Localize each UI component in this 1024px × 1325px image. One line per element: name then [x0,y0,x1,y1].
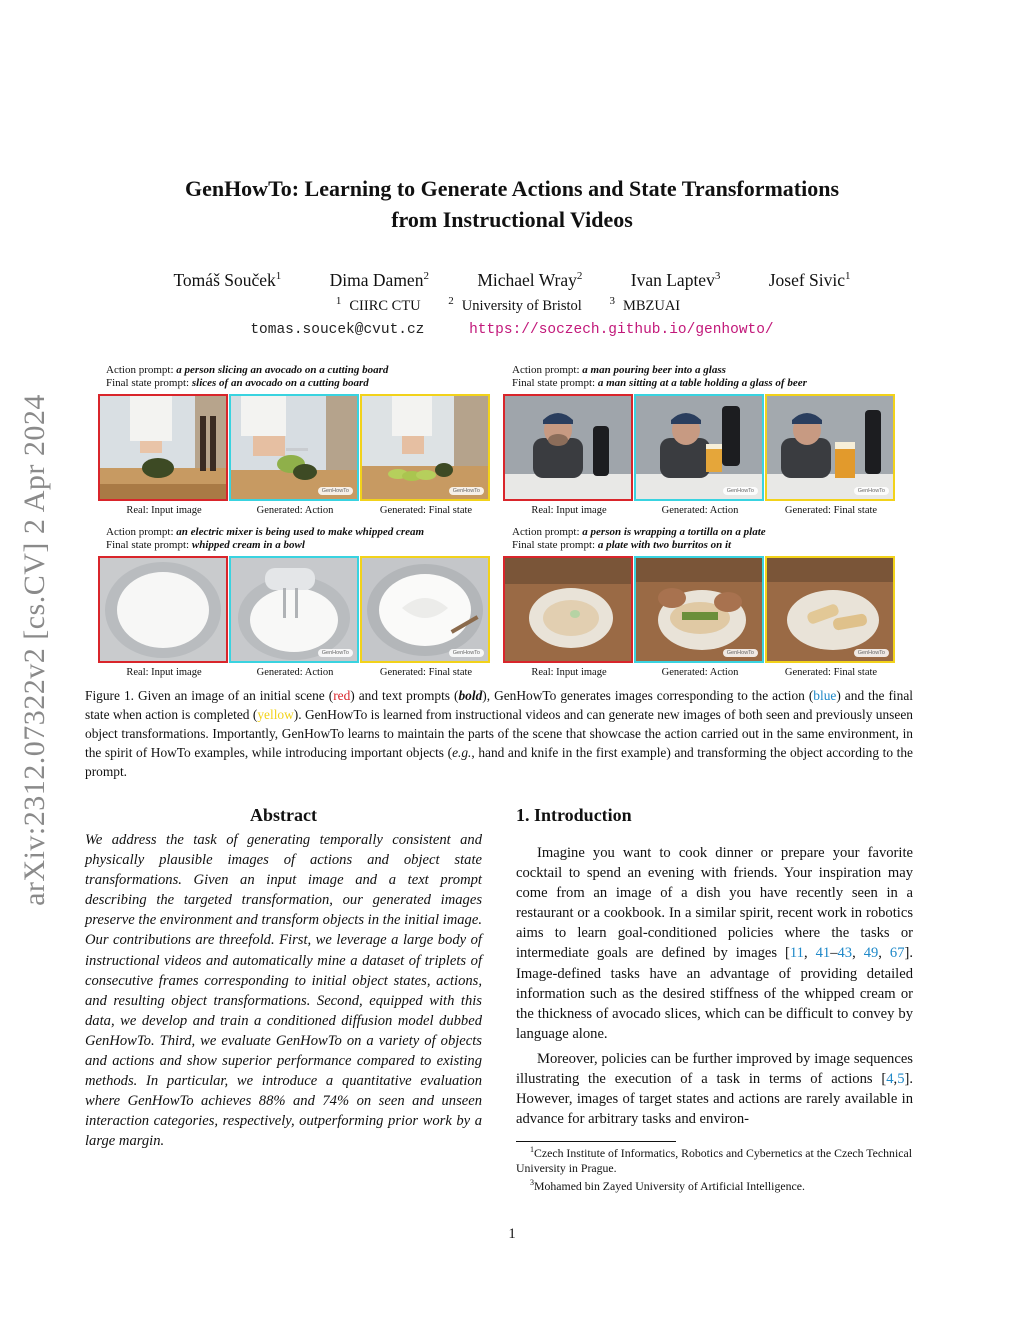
citation-link[interactable]: 67 [889,945,905,962]
citation-link[interactable]: 4 [886,1071,894,1088]
avocado-final-image [360,394,490,501]
footnote-rule [516,1141,676,1142]
panel-caption: Generated: Final state [784,667,878,678]
panel-caption: Generated: Final state [379,667,473,678]
citation-link[interactable]: 5 [897,1071,905,1088]
affiliations [0,295,1024,315]
mixer-input-image [98,556,228,663]
author: Michael Wray$^2$ [477,270,583,290]
panel-caption: Real: Input image [126,505,202,516]
author: Josef Sivic$^1$ [768,270,851,290]
citation-link[interactable]: 49 [863,945,879,962]
intro-paragraph: Moreover, policies can be further improved by image sequences illustrating the execution of a task in terms of actions [4,5]. However, images of target states and actions are rarely available in advance for arbitrary tasks and environ- [516,1050,913,1128]
footnote: $^3$Mohamed bin Zayed University of Artificial Intelligence. [530,1178,805,1193]
genhowto-badge: GenHowTo [318,649,353,657]
panel-caption: Generated: Action [256,505,334,516]
figure-caption: Figure 1. Given an image of an initial scene (red) and text prompts (bold), GenHowTo generates images corresponding to the action (blue) and the final state when action is completed (yellow). GenHowTo is learned from instructional videos and can generate new images of both seen and previously unseen object transformations. Importantly, GenHowTo learns to maintain the parts of the scene that showcase the action carried out in the same environment, in the spirit of HowTo examples, while introducing important objects (e.g., hand and knife in the first example) and transforming the object according to the prompt. [85,688,914,779]
mixer-final-image [360,556,490,663]
panel-caption: Real: Input image [531,667,607,678]
introduction-heading: 1. Introduction [516,805,632,825]
avocado-input-image [98,394,228,501]
genhowto-badge: GenHowTo [318,487,353,495]
genhowto-badge: GenHowTo [723,649,758,657]
beer-input-image [503,394,633,501]
citation-link[interactable]: 11 [789,945,804,962]
figure-prompt-3: Action prompt: an electric mixer is being used to make whipped cream Final state prompt: whipped cream in a bowl [106,526,425,551]
affiliation: $^2$ University of Bristol [448,295,582,314]
panel-caption: Real: Input image [126,667,202,678]
author: Ivan Laptev$^3$ [630,270,721,290]
figure-prompt-4: Action prompt: a person is wrapping a tortilla on a plate Final state prompt: a plate with two burritos on it [512,526,766,551]
title-line-2: from Instructional Videos [391,207,633,232]
beer-action-image [634,394,764,501]
citation-link[interactable]: 43 [837,945,853,962]
paper-title [0,173,1024,235]
figure-prompt-1: Action prompt: a person slicing an avocado on a cutting board Final state prompt: slices of an avocado on a cutting board [106,364,389,389]
genhowto-badge: GenHowTo [854,487,889,495]
beer-final-image [765,394,895,501]
abstract-heading: Abstract [250,805,317,825]
avocado-action-image [229,394,359,501]
genhowto-badge: GenHowTo [723,487,758,495]
panel-caption: Generated: Action [661,667,739,678]
panel-caption: Generated: Action [661,505,739,516]
introduction-body [516,843,913,1129]
project-url-link[interactable]: https://soczech.github.io/genhowto/ [469,322,774,338]
panel-caption: Generated: Final state [379,505,473,516]
author-list [0,270,1024,291]
figure-prompt-2: Action prompt: a man pouring beer into a glass Final state prompt: a man sitting at a table holding a glass of beer [512,364,807,389]
abstract-text: We address the task of generating temporally consistent and physically plausible images of actions and object state transformations. Given an input image and a text prompt describing the targeted transformation, our generated images preserve the environment and transform objects in the initial image. Our contributions are threefold. First, we leverage a large body of instructional videos and automatically mine a dataset of triplets of consecutive frames corresponding to initial object states, actions, and resulting object transformations. Second, equipped with this data, we develop and train a conditioned diffusion model dubbed GenHowTo. Third, we evaluate GenHowTo on a variety of objects and actions and show superior performance compared to existing methods. In particular, we introduce a quantitative evaluation where GenHowTo achieves 88% and 74% on seen and unseen interaction categories, respectively, outperforming prior work by a large margin. [85,832,482,1150]
contact-line [0,322,1024,338]
affiliation: $^1$ CIIRC CTU [335,295,421,314]
tortilla-final-image [765,556,895,663]
genhowto-badge: GenHowTo [449,649,484,657]
email-link[interactable]: tomas.soucek@cvut.cz [250,322,425,338]
panel-caption: Real: Input image [531,505,607,516]
arxiv-stamp: arXiv:2312.07322v2 [cs.CV] 2 Apr 2024 [18,394,51,906]
footnote: $^1$Czech Institute of Informatics, Robotics and Cybernetics at the Czech Technical University in Prague. [516,1145,912,1175]
tortilla-action-image [634,556,764,663]
author: Dima Damen$^2$ [329,270,429,290]
page-number: 1 [508,1226,516,1242]
title-line-1: GenHowTo: Learning to Generate Actions and State Transformations [184,176,840,201]
genhowto-badge: GenHowTo [449,487,484,495]
author: Tomáš Souček$^1$ [173,270,282,290]
citation-link[interactable]: 41 [815,945,831,962]
mixer-action-image [229,556,359,663]
tortilla-input-image [503,556,633,663]
panel-caption: Generated: Action [256,667,334,678]
panel-caption: Generated: Final state [784,505,878,516]
genhowto-badge: GenHowTo [854,649,889,657]
intro-paragraph: Imagine you want to cook dinner or prepare your favorite cocktail to spend an evening with friends. Your inspiration may come from an image of a dish you have recently seen in a restaurant or a cookbook. In a similar spirit, recent work in robotics aims to learn goal-conditioned policies where the tasks or intermediate goals are defined by images [11, 41–43, 49, 67]. Image-defined tasks have an advantage of providing detailed information such as the desired stiffness of the whipped cream or the thickness of avocado slices, which can be difficult to convey by language alone. [516,845,914,1042]
affiliation: $^3$ MBZUAI [609,295,681,314]
